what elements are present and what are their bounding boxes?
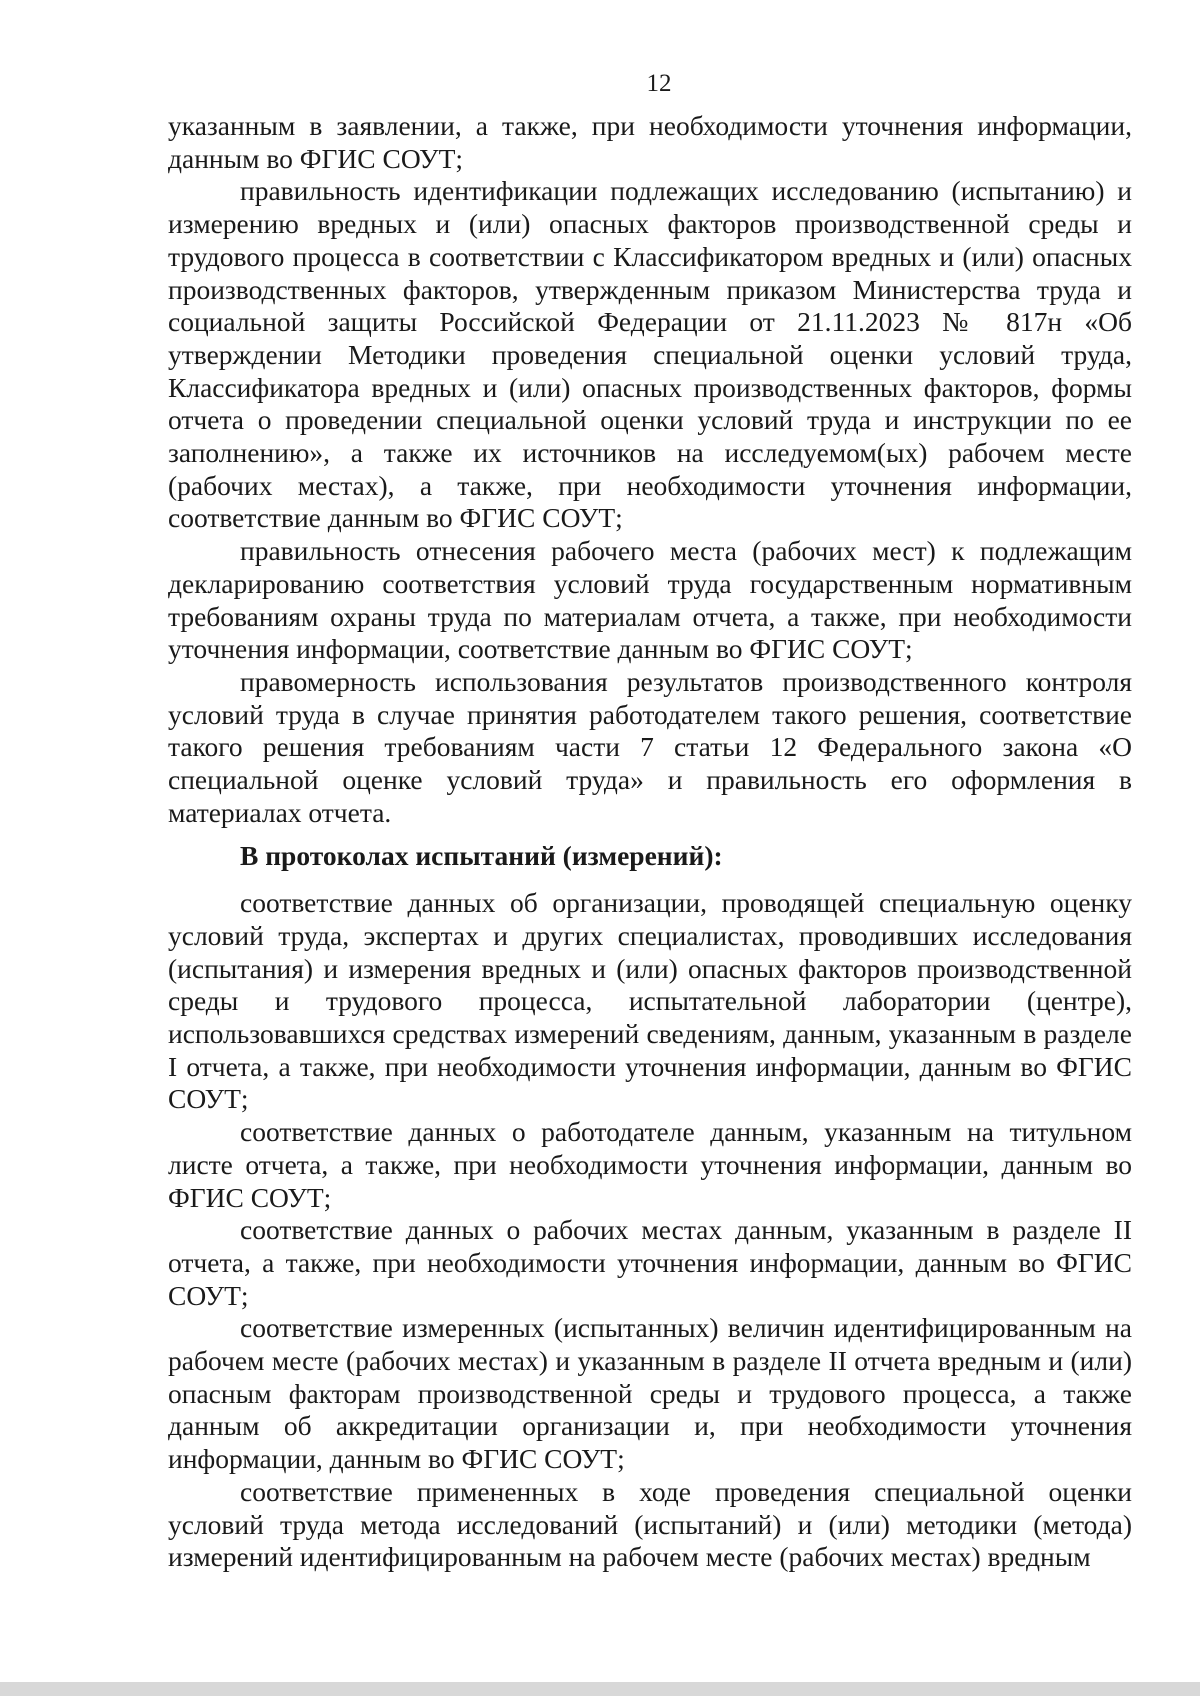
paragraph-organization-data: соответствие данных об организации, проводящей специальную оценку условий труда, экспертах и других специалистах, проводивших исследования (испытания) и измерения вредных и (или) опасных факторов производственной среды и трудового процесса, испытательной лаборатории (центре), использовавшихся средствах измерений сведениям, данным, указанным в разделе I отчета, а также, при необходимости уточнения информации, данным во ФГИС СОУТ;	[168, 887, 1132, 1115]
paragraph-declaration-correctness: правильность отнесения рабочего места (рабочих мест) к подлежащим декларированию соответствия условий труда государственным нормативным требованиям охраны труда по материалам отчета, а также, при необходимости уточнения информации, соответствие данным во ФГИС СОУТ;	[168, 535, 1132, 665]
paragraph-measured-values: соответствие измеренных (испытанных) величин идентифицированным на рабочем месте (рабочих местах) и указанным в разделе II отчета вредным и (или) опасным факторам производственной среды и трудового процесса, а также данным об аккредитации организации и, при необходимости уточнения информации, данным во ФГИС СОУТ;	[168, 1312, 1132, 1475]
paragraph-methods: соответствие примененных в ходе проведения специальной оценки условий труда метода исследований (испытаний) и (или) методики (метода) измерений идентифицированным на рабочем месте (рабочих местах) вредным	[168, 1475, 1132, 1573]
section-heading: В протоколах испытаний (измерений):	[240, 840, 723, 872]
paragraph-identification-correctness: правильность идентификации подлежащих исследованию (испытанию) и измерению вредных и (или) опасных факторов производственной среды и трудового процесса в соответствии с Классификатором вредных и (или) опасных производственных факторов, утвержденным приказом Министерства труда и социальной защиты Российской Федерации от 21.11.2023 № 817н «Об утверждении Методики проведения специальной оценки условий труда, Классификатора вредных и (или) опасных производственных факторов, формы отчета о проведении специальной оценки условий труда и инструкции по ее заполнению», а также их источников на исследуемом(ых) рабочем месте (рабочих местах), а также, при необходимости уточнения информации, соответствие данным во ФГИС СОУТ;	[168, 175, 1132, 534]
paragraph-production-control: правомерность использования результатов производственного контроля условий труда в случае принятия работодателем такого решения, соответствие такого решения требованиям части 7 статьи 12 Федерального закона «О специальной оценке условий труда» и правильность его оформления в материалах отчета.	[168, 665, 1132, 828]
document-page	[168, 66, 1132, 1574]
page-number: 12	[646, 70, 672, 97]
paragraph-employer-data: соответствие данных о работодателе данным, указанным на титульном листе отчета, а также, при необходимости уточнения информации, данным во ФГИС СОУТ;	[168, 1116, 1132, 1213]
scan-bottom-edge	[0, 1682, 1200, 1696]
paragraph-workplace-data: соответствие данных о рабочих местах данным, указанным в разделе II отчета, а также, при необходимости уточнения информации, данным во ФГИС СОУТ;	[168, 1214, 1132, 1311]
paragraph-continuation: указанным в заявлении, а также, при необходимости уточнения информации, данным во ФГИС СОУТ;	[168, 110, 1132, 174]
